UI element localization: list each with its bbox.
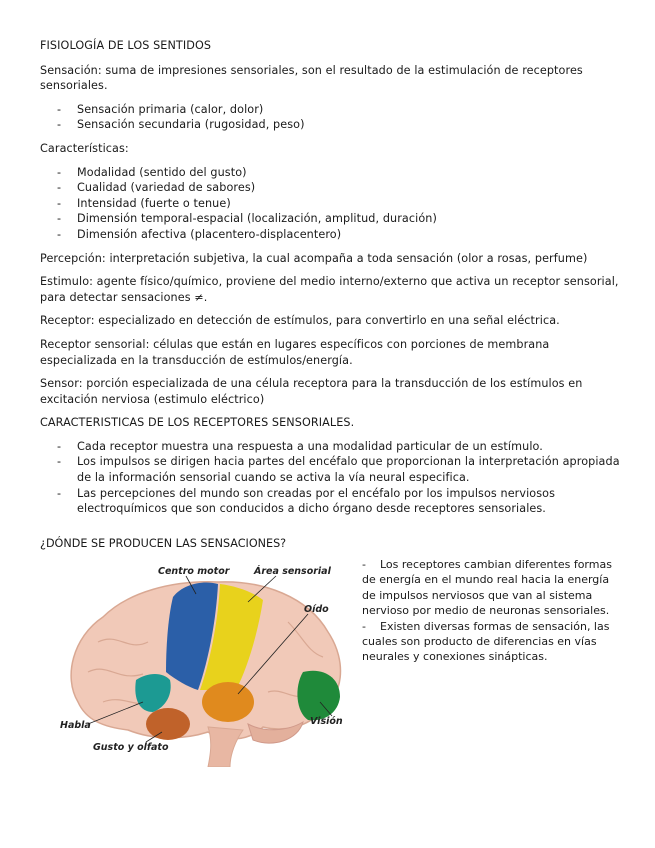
list-item: - Los receptores cambian diferentes formas de energía en el mundo real hacia la energía de impulsos nerviosos que van al sistema nervioso por medio de neuronas sensoriales. bbox=[362, 558, 612, 618]
list-item: - Intensidad (fuerte o tenue) bbox=[40, 196, 620, 212]
sensacion-list bbox=[40, 102, 620, 133]
habla-label: Habla bbox=[60, 720, 91, 731]
list-item: - Dimensión afectiva (placentero-displacentero) bbox=[40, 227, 620, 243]
percepcion-definition: Percepción: interpretación subjetiva, la cual acompaña a toda sensación (olor a rosas, perfume) bbox=[40, 251, 588, 265]
list-item: - Cualidad (variedad de sabores) bbox=[40, 180, 620, 196]
sensor-definition: Sensor: porción especializada de una célula receptora para la transducción de los estímulos en excitación nerviosa (estimulo eléctrico) bbox=[40, 377, 583, 406]
sensacion-definition: Sensación: suma de impresiones sensoriales, son el resultado de la estimulación de receptores sensoriales. bbox=[40, 63, 583, 93]
list-item: - Sensación primaria (calor, dolor) bbox=[40, 102, 620, 118]
vision-label: Visión bbox=[310, 716, 343, 727]
document-body bbox=[40, 38, 620, 525]
brain-diagram bbox=[58, 562, 358, 767]
receptor-definition: Receptor: especializado en detección de estímulos, para convertirlo en una señal eléctrica. bbox=[40, 314, 560, 328]
centro-motor-label: Centro motor bbox=[158, 566, 230, 577]
oido-label: Oído bbox=[304, 604, 329, 615]
area-sensorial-label: Área sensorial bbox=[254, 566, 331, 577]
list-item: - Dimensión temporal-espacial (localización, amplitud, duración) bbox=[40, 211, 620, 227]
receptor-sensorial-definition: Receptor sensorial: células que están en lugares específicos con porciones de membrana especializada en la transducción de estímulos/energía. bbox=[40, 337, 550, 367]
list-item: - Cada receptor muestra una respuesta a una modalidad particular de un estímulo. bbox=[40, 439, 620, 455]
list-item: - Sensación secundaria (rugosidad, peso) bbox=[40, 117, 620, 133]
receptores-heading: CARACTERISTICAS DE LOS RECEPTORES SENSORIALES. bbox=[40, 416, 355, 430]
list-item: - Existen diversas formas de sensación, las cuales son producto de diferencias en vías neurales y conexiones sinápticas. bbox=[362, 619, 610, 664]
gusto-olfato-label: Gusto y olfato bbox=[93, 742, 169, 753]
list-item: - Modalidad (sentido del gusto) bbox=[40, 165, 620, 181]
sensations-explanation bbox=[362, 557, 620, 665]
list-item: - Las percepciones del mundo son creadas por el encéfalo por los impulsos nerviosos electroquímicos que son conducidos a dicho órgano desde receptores sensoriales. bbox=[40, 486, 620, 517]
brainstem bbox=[208, 727, 243, 767]
list-item: - Los impulsos se dirigen hacia partes del encéfalo que proporcionan la interpretación apropiada de la información sensorial cuando se activa la vía neural especifica. bbox=[40, 454, 620, 485]
caracteristicas-heading: Características: bbox=[40, 141, 129, 155]
page-title: FISIOLOGÍA DE LOS SENTIDOS bbox=[40, 39, 212, 52]
caracteristicas-list bbox=[40, 165, 620, 243]
gusto-olfato-region bbox=[146, 708, 190, 740]
estimulo-definition: Estimulo: agente físico/químico, proviene del medio interno/externo que activa un receptor sensorial, para detectar sensaciones ≠. bbox=[40, 275, 619, 304]
receptores-list bbox=[40, 439, 620, 517]
sensations-section bbox=[40, 537, 620, 777]
oido-region bbox=[202, 682, 254, 722]
donde-heading: ¿DÓNDE SE PRODUCEN LAS SENSACIONES? bbox=[40, 537, 287, 550]
